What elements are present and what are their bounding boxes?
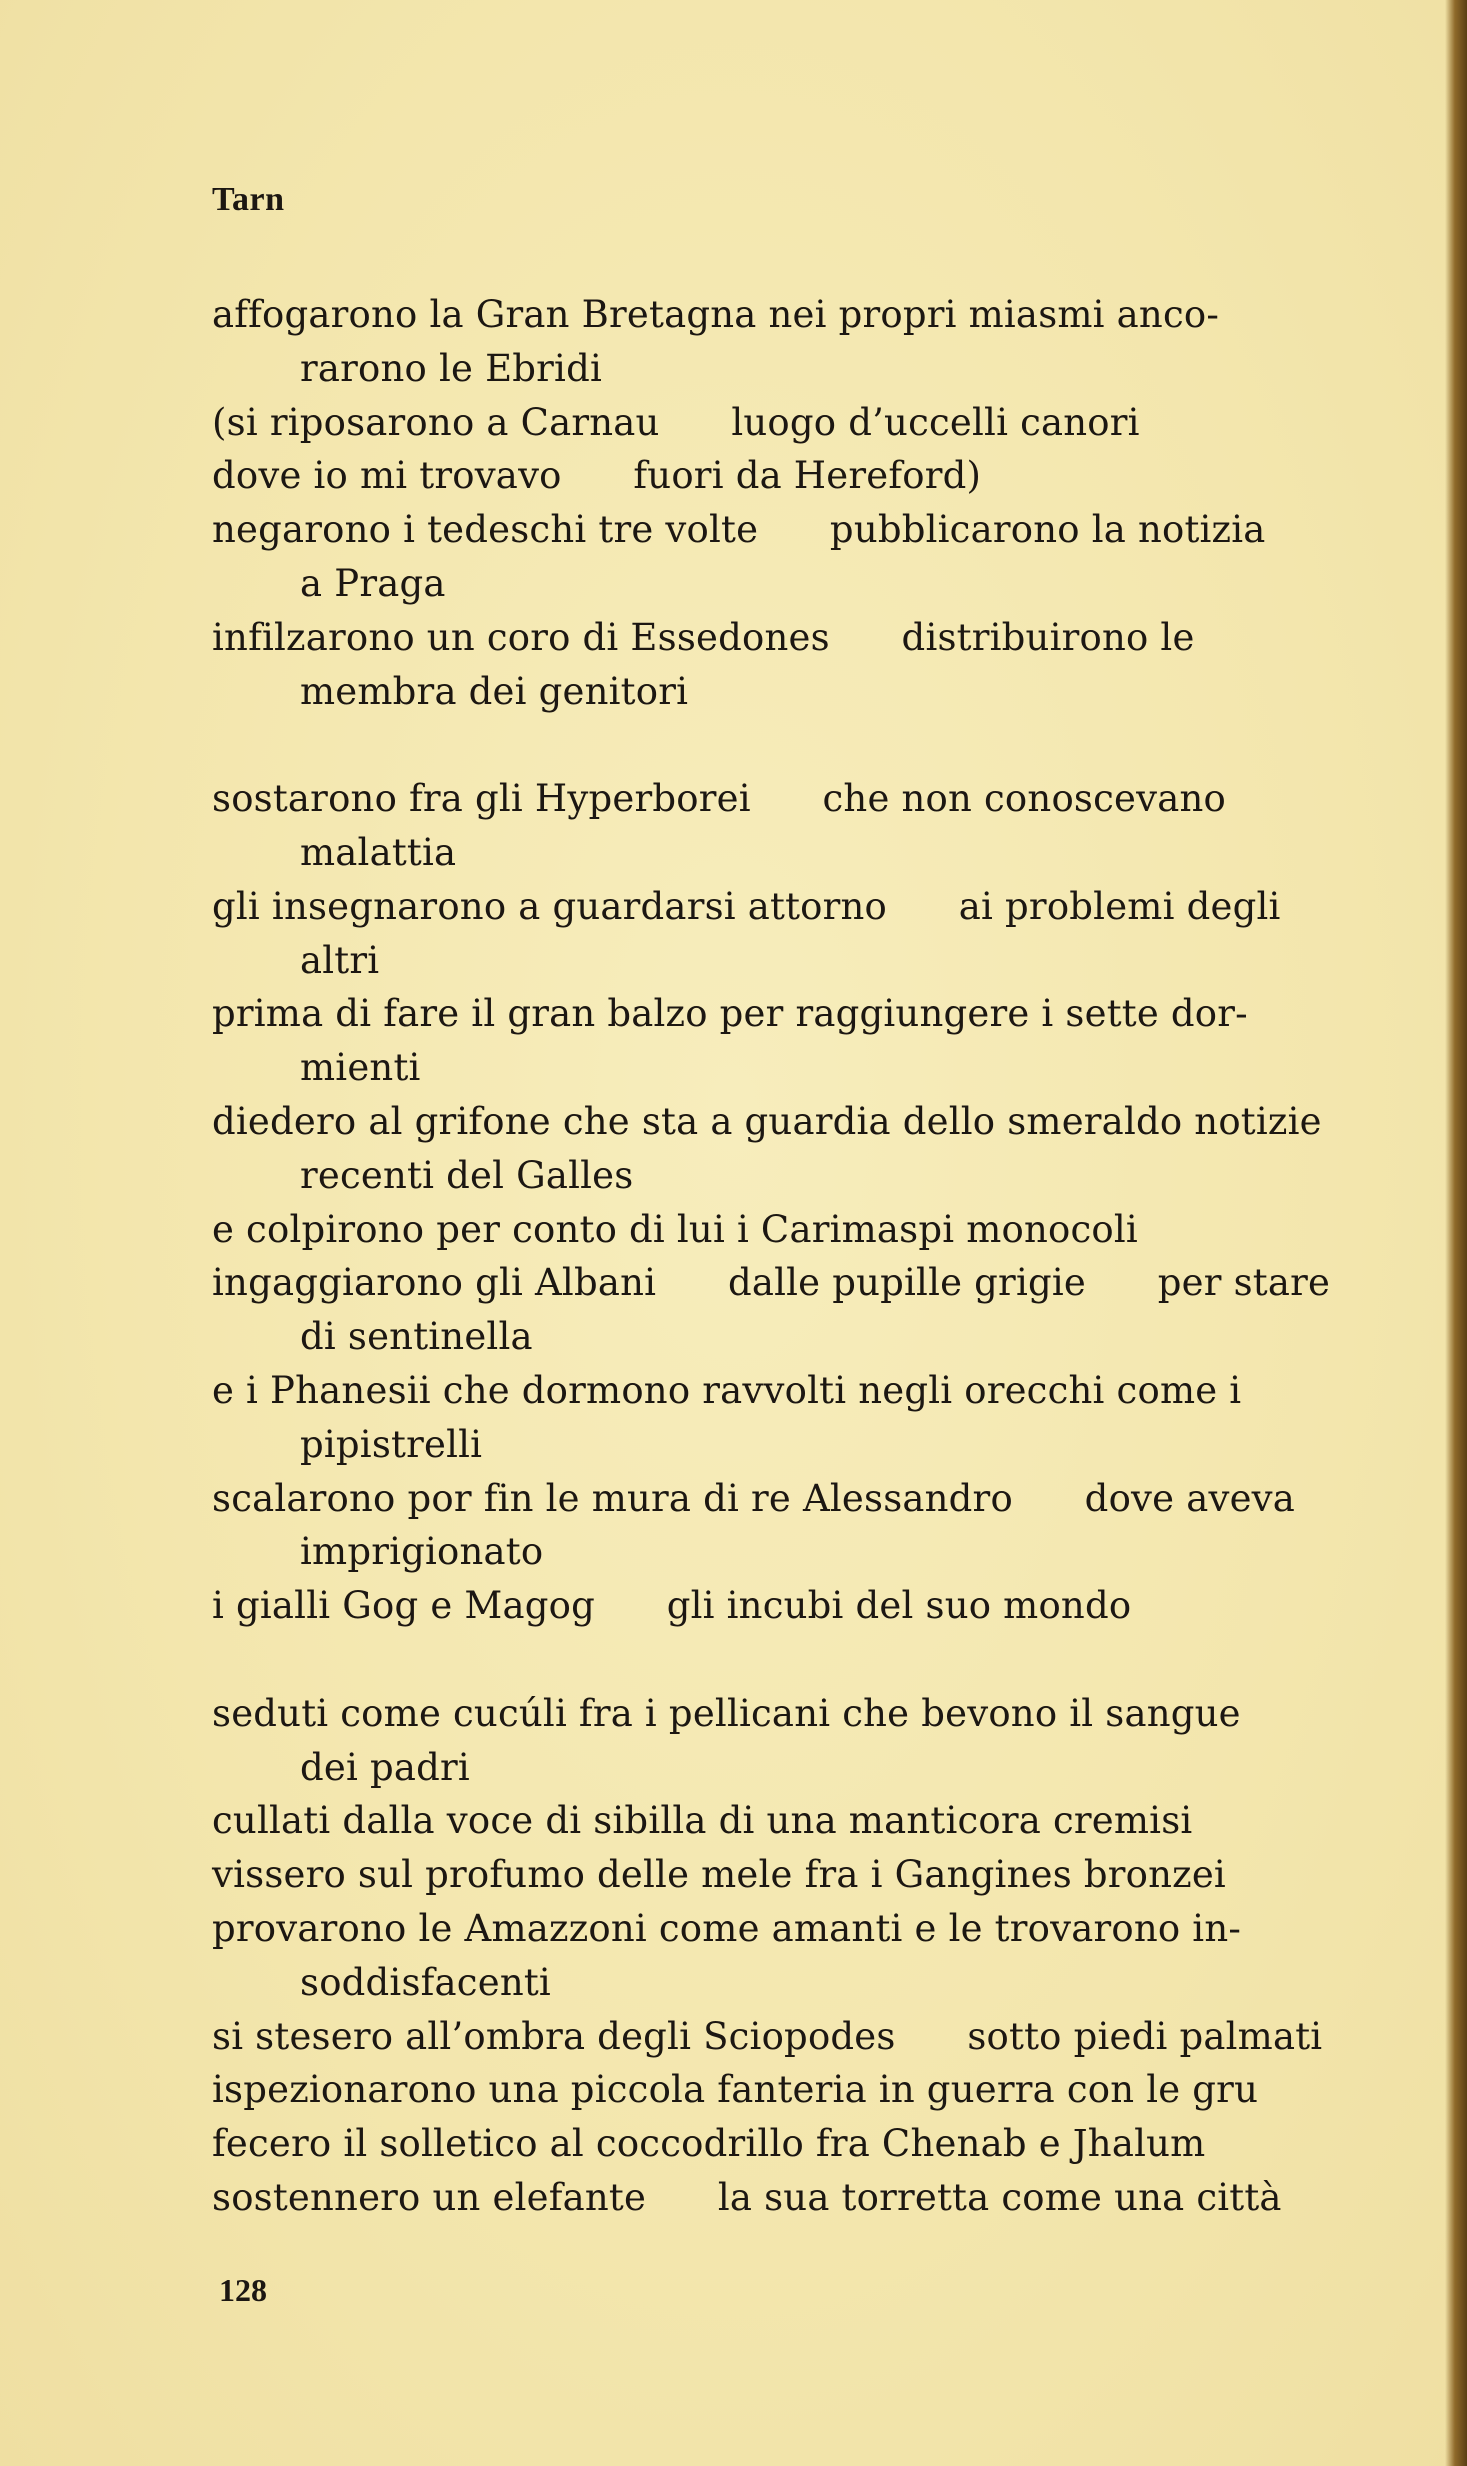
poem-line: scalarono por fin le mura di re Alessandro dove aveva — [212, 1476, 1296, 1520]
poem-line-continuation: dei padri — [300, 1745, 470, 1789]
poem-line: seduti come cucúli fra i pellicani che bevono il sangue — [212, 1691, 1241, 1735]
poem-line: (si riposarono a Carnau luogo d’uccelli canori — [212, 400, 1140, 444]
poem-line: i gialli Gog e Magog gli incubi del suo mondo — [212, 1584, 1132, 1628]
stanza-break — [212, 1633, 1392, 1687]
poem-line-continuation: mienti — [300, 1046, 421, 1090]
poem-line-continuation: imprigionato — [300, 1530, 544, 1574]
poem-line: e i Phanesii che dormono ravvolti negli orecchi come i — [212, 1368, 1242, 1412]
poem-line: prima di fare il gran balzo per raggiungere i sette dor- — [212, 992, 1248, 1036]
poem-line: negarono i tedeschi tre volte pubblicarono la notizia — [212, 508, 1266, 552]
poem-line: vissero sul profumo delle mele fra i Gangines bronzei — [212, 1853, 1226, 1897]
poem-line-continuation: di sentinella — [300, 1315, 533, 1359]
poem-line-continuation: soddisfacenti — [300, 1960, 551, 2004]
page-number: 128 — [219, 2272, 267, 2308]
poem-line-continuation: altri — [300, 938, 380, 982]
poem-line: dove io mi trovavo fuori da Hereford) — [212, 454, 982, 498]
poem-line-continuation: malattia — [300, 830, 457, 874]
poem-line: provarono le Amazzoni come amanti e le trovarono in- — [212, 1906, 1242, 1950]
poem-line: infilzarono un coro di Essedones distribuirono le — [212, 615, 1195, 659]
poem-line-continuation: pipistrelli — [300, 1422, 483, 1466]
poem-line: ispezionarono una piccola fanteria in guerra con le gru — [212, 2068, 1259, 2112]
page-edge-shadow — [1445, 0, 1467, 2466]
poem-line: sostarono fra gli Hyperborei che non conoscevano — [212, 777, 1226, 821]
poem-line: fecero il solletico al coccodrillo fra Chenab e Jhalum — [212, 2122, 1206, 2166]
running-head: Tarn — [212, 181, 285, 218]
poem-body — [212, 288, 1392, 2225]
poem-line-continuation: a Praga — [300, 561, 446, 605]
poem-line: si stesero all’ombra degli Sciopodes sotto piedi palmati — [212, 2014, 1323, 2058]
poem-line-continuation: membra dei genitori — [300, 669, 689, 713]
stanza-break — [212, 718, 1392, 772]
poem-line: gli insegnarono a guardarsi attorno ai problemi degli — [212, 884, 1281, 928]
poem-line-continuation: recenti del Galles — [300, 1153, 634, 1197]
poem-line: ingaggiarono gli Albani dalle pupille grigie per stare — [212, 1261, 1331, 1305]
poem-line: cullati dalla voce di sibilla di una manticora cremisi — [212, 1799, 1193, 1843]
poem-line: diedero al grifone che sta a guardia dello smeraldo notizie — [212, 1099, 1322, 1143]
poem-line: e colpirono per conto di lui i Carimaspi monocoli — [212, 1207, 1138, 1251]
poem-line-continuation: rarono le Ebridi — [300, 346, 603, 390]
poem-line: affogarono la Gran Bretagna nei propri miasmi anco- — [212, 293, 1220, 336]
poem-line: sostennero un elefante la sua torretta come una città — [212, 2175, 1282, 2219]
